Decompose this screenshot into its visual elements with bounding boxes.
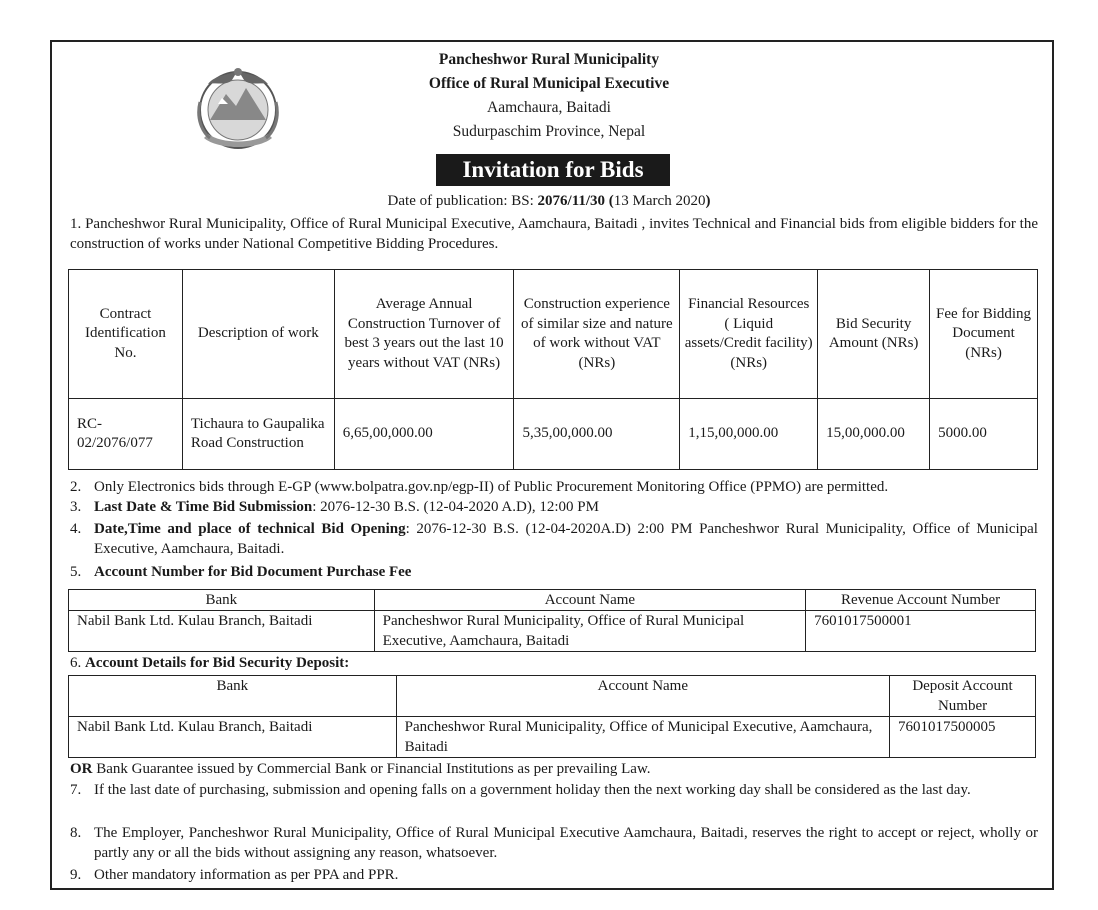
col-deposit-account: Deposit Account Number [890, 676, 1036, 717]
location: Aamchaura, Baitadi [487, 99, 611, 116]
cell-deposit-account: 7601017500005 [890, 717, 1036, 758]
cell-revenue-account: 7601017500001 [806, 611, 1036, 652]
table-row [69, 717, 1036, 758]
list-item: 5. Account Number for Bid Document Purchase Fee [70, 564, 412, 580]
intro-paragraph: 1. Pancheshwor Rural Municipality, Office of Rural Municipal Executive, Aamchaura, Baitadi , invites Technical and Financial bids from eligible bidders for the construction of works under National Competitive Bidding Procedures. [70, 216, 1038, 252]
cell-experience: 5,35,00,000.00 [514, 399, 680, 470]
col-bid-security: Bid Security Amount (NRs) [818, 270, 930, 399]
cell-bid-security: 15,00,000.00 [818, 399, 930, 470]
or-bank-guarantee: OR Bank Guarantee issued by Commercial Bank or Financial Institutions as per prevailing Law. [70, 761, 651, 777]
fee-table-header [69, 590, 1036, 611]
list-item: 4. Date,Time and place of technical Bid Opening: 2076-12-30 B.S. (12-04-2020A.D) 2:00 PM Pancheshwor Rural Municipality, Office of Municipal Executive, Aamchaura, Baitadi. [70, 521, 1038, 557]
table-row [69, 399, 1038, 470]
fee-account-table [68, 589, 1036, 652]
cell-bank: Nabil Bank Ltd. Kulau Branch, Baitadi [69, 611, 375, 652]
municipality-name: Pancheshwor Rural Municipality [438, 51, 660, 68]
col-contract-id: Contract Identification No. [69, 270, 183, 399]
province: Sudurpaschim Province, Nepal [452, 123, 646, 140]
col-account-name: Account Name [374, 590, 806, 611]
security-table-header [69, 676, 1036, 717]
list-item: 9. Other mandatory information as per PPA and PPR. [70, 867, 399, 883]
col-bank: Bank [69, 590, 375, 611]
cell-account-name: Pancheshwor Rural Municipality, Office of Rural Municipal Executive, Aamchaura, Baitadi [374, 611, 806, 652]
cell-financial-resources: 1,15,00,000.00 [680, 399, 818, 470]
col-revenue-account: Revenue Account Number [806, 590, 1036, 611]
section-heading: 6. Account Details for Bid Security Deposit: [70, 655, 350, 671]
security-account-table [68, 675, 1036, 758]
list-item: 2. Only Electronics bids through E-GP (www.bolpatra.gov.np/egp-II) of Public Procurement Monitoring Office (PPMO) are permitted. [70, 479, 889, 495]
bid-table-header [69, 270, 1038, 399]
col-document-fee: Fee for Bidding Document (NRs) [930, 270, 1038, 399]
cell-document-fee: 5000.00 [930, 399, 1038, 470]
list-item: 7. If the last date of purchasing, submission and opening falls on a government holiday then the next working day shall be considered as the last day. [70, 782, 971, 798]
col-account-name: Account Name [396, 676, 889, 717]
col-description: Description of work [182, 270, 334, 399]
publication-date: Date of publication: BS: 2076/11/30 (13 March 2020) [387, 193, 711, 209]
page-title: Invitation for Bids [436, 154, 670, 186]
cell-account-name: Pancheshwor Rural Municipality, Office of Municipal Executive, Aamchaura, Baitadi [396, 717, 889, 758]
bid-table [68, 269, 1038, 470]
col-experience: Construction experience of similar size and nature of work without VAT (NRs) [514, 270, 680, 399]
cell-contract-id: RC-02/2076/077 [69, 399, 183, 470]
office-name: Office of Rural Municipal Executive [428, 75, 670, 92]
list-item: 3. Last Date & Time Bid Submission: 2076-12-30 B.S. (12-04-2020 A.D), 12:00 PM [70, 499, 599, 515]
table-row [69, 611, 1036, 652]
list-item: 8. The Employer, Pancheshwor Rural Municipality, Office of Rural Municipal Executive Aamchaura, Baitadi, reserves the right to accept or reject, wholly or partly any or all the bids without assigning any reason, whatsoever. [70, 825, 1038, 861]
cell-turnover: 6,65,00,000.00 [334, 399, 514, 470]
col-turnover: Average Annual Construction Turnover of best 3 years out the last 10 years without VAT (NRs) [334, 270, 514, 399]
cell-description: Tichaura to Gaupalika Road Construction [182, 399, 334, 470]
col-financial-resources: Financial Resources ( Liquid assets/Credit facility) (NRs) [680, 270, 818, 399]
cell-bank: Nabil Bank Ltd. Kulau Branch, Baitadi [69, 717, 397, 758]
col-bank: Bank [69, 676, 397, 717]
